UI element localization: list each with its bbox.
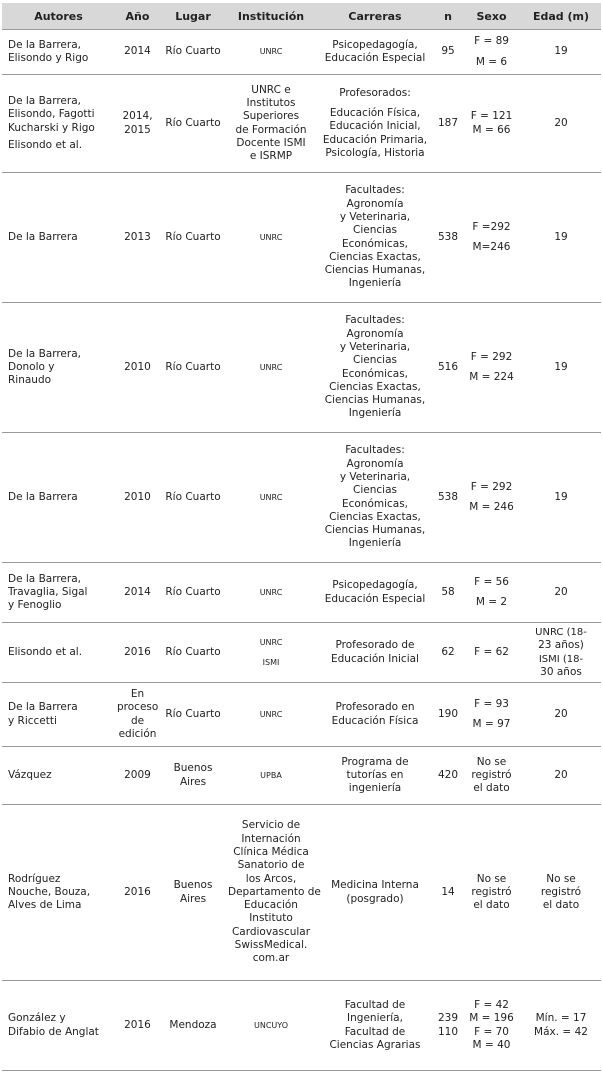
table-row xyxy=(2,75,601,173)
institucion-line: Superiores xyxy=(242,110,300,123)
cell-carreras xyxy=(316,303,434,433)
cell-autores xyxy=(2,433,115,563)
carreras-line: Profesorado en xyxy=(335,701,415,714)
cell-edad xyxy=(521,563,601,623)
cell-edad xyxy=(521,683,601,747)
cell-edad xyxy=(521,173,601,303)
anio-line: 2014 xyxy=(124,45,151,58)
autores-line: Donolo y xyxy=(8,360,55,373)
n-line: 516 xyxy=(437,360,459,373)
edad-line: Mín. = 17 xyxy=(535,1012,587,1025)
autores-line: De la Barrera xyxy=(8,490,78,503)
lugar-line: Río Cuarto xyxy=(165,116,221,129)
carreras-line: Ciencias xyxy=(353,224,397,237)
lugar-line: Aires xyxy=(179,892,207,905)
n-line: 14 xyxy=(441,885,455,898)
anio-line: edición xyxy=(118,727,157,740)
autores-line: González y xyxy=(8,1012,66,1025)
cell-lugar xyxy=(160,563,226,623)
lugar-line: Río Cuarto xyxy=(165,230,221,243)
cell-anio xyxy=(115,981,160,1071)
institucion-line: Instituto xyxy=(249,912,293,925)
cell-autores xyxy=(2,981,115,1071)
cell-anio xyxy=(115,747,160,805)
sexo-line: F = 121 xyxy=(470,110,513,123)
carreras-line: Agronomía xyxy=(346,457,404,470)
cell-carreras xyxy=(316,805,434,981)
autores-line: De la Barrera, xyxy=(8,572,81,585)
cell-carreras xyxy=(316,75,434,173)
edad-line: 19 xyxy=(554,230,568,243)
anio-line: 2010 xyxy=(124,490,151,503)
cell-carreras xyxy=(316,623,434,683)
anio-line: de xyxy=(130,714,145,727)
carreras-line: Educación Especial xyxy=(324,52,426,64)
header-row xyxy=(2,3,601,30)
header-lugar: Lugar xyxy=(160,3,226,30)
cell-sexo xyxy=(462,683,521,747)
cell-institucion xyxy=(226,747,316,805)
cell-edad xyxy=(521,75,601,173)
autores-line: Elisondo, Fagotti xyxy=(8,108,95,121)
edad-line: Máx. = 42 xyxy=(534,1025,588,1038)
cell-sexo xyxy=(462,805,521,981)
cell-edad xyxy=(521,623,601,683)
table-row xyxy=(2,805,601,981)
sexo-line: el dato xyxy=(473,782,510,795)
autores-line: Difabio de Anglat xyxy=(8,1025,99,1038)
sexo-line: M = 97 xyxy=(472,718,511,730)
n-line: 239 xyxy=(437,1012,459,1025)
cell-n xyxy=(434,981,462,1071)
cell-anio xyxy=(115,805,160,981)
autores-line: Travaglia, Sigal xyxy=(8,585,88,598)
edad-line: 20 xyxy=(554,585,568,598)
carreras-line: Ciencias Humanas, xyxy=(324,394,426,407)
studies-table xyxy=(2,3,601,1071)
carreras-line: Agronomía xyxy=(346,327,404,340)
cell-n xyxy=(434,75,462,173)
institucion-line: Docente ISMI xyxy=(236,136,306,149)
anio-line: proceso xyxy=(117,701,159,714)
carreras-line: Facultades: xyxy=(345,314,405,327)
cell-sexo xyxy=(462,981,521,1071)
sexo-line: F = 292 xyxy=(470,350,513,363)
sexo-line: M = 224 xyxy=(469,371,514,383)
cell-n xyxy=(434,563,462,623)
carreras-line: Educación Especial xyxy=(324,592,426,605)
autores-line: De la Barrera xyxy=(8,230,78,243)
carreras-line: Agronomía xyxy=(346,197,404,210)
cell-carreras xyxy=(316,563,434,623)
anio-line: 2010 xyxy=(124,360,151,373)
sexo-line: F = 62 xyxy=(474,645,509,658)
sexo-line: F = 89 xyxy=(474,35,509,48)
institucion-line: UNCUYO xyxy=(253,1020,289,1030)
sexo-line: No se xyxy=(476,755,507,768)
carreras-line: (posgrado) xyxy=(346,892,404,905)
carreras-line: Educación Física, xyxy=(329,107,421,120)
sexo-line: M = 6 xyxy=(475,55,508,68)
autores-line: Vázquez xyxy=(8,768,52,781)
table-row xyxy=(2,747,601,805)
cell-sexo xyxy=(462,623,521,683)
table-row xyxy=(2,30,601,75)
carreras-line: Facultades: xyxy=(345,444,405,457)
cell-edad xyxy=(521,303,601,433)
cell-n xyxy=(434,683,462,747)
cell-anio xyxy=(115,433,160,563)
institucion-line: Cardiovascular xyxy=(231,925,311,938)
institucion-line: de Formación xyxy=(235,123,307,136)
carreras-line: Ingeniería xyxy=(348,407,402,420)
anio-line: 2016 xyxy=(124,645,151,658)
lugar-line: Buenos xyxy=(173,879,213,892)
carreras-line: Medicina Interna xyxy=(331,879,419,892)
institucion-line: Internación xyxy=(241,832,301,845)
cell-carreras xyxy=(316,173,434,303)
carreras-line: Educación Física xyxy=(331,714,419,727)
cell-edad xyxy=(521,30,601,75)
institucion-line: Sanatorio de xyxy=(237,859,305,872)
institucion-line: com.ar xyxy=(252,952,290,965)
cell-sexo xyxy=(462,433,521,563)
cell-anio xyxy=(115,563,160,623)
cell-edad xyxy=(521,805,601,981)
autores-line: Rinaudo xyxy=(8,374,52,387)
edad-line: el dato xyxy=(542,899,580,912)
n-line: 538 xyxy=(437,490,459,503)
autores-line: Elisondo y Rigo xyxy=(8,52,89,64)
cell-n xyxy=(434,303,462,433)
autores-line: Alves de Lima xyxy=(8,899,82,912)
carreras-line: ingeniería xyxy=(348,782,402,795)
carreras-line: tutorías en xyxy=(346,768,404,781)
cell-lugar xyxy=(160,683,226,747)
cell-n xyxy=(434,173,462,303)
cell-sexo xyxy=(462,30,521,75)
cell-carreras xyxy=(316,30,434,75)
cell-n xyxy=(434,30,462,75)
table-body xyxy=(2,30,601,1071)
autores-line: De la Barrera, xyxy=(8,38,81,51)
cell-institucion xyxy=(226,75,316,173)
table-row xyxy=(2,981,601,1071)
institucion-line: UNRC xyxy=(259,709,283,719)
edad-line: 20 xyxy=(554,768,568,781)
anio-line: 2015 xyxy=(124,123,151,136)
sexo-line: M = 196 xyxy=(469,1012,514,1025)
carreras-line: Económicas, xyxy=(341,367,409,380)
cell-n xyxy=(434,805,462,981)
table-row xyxy=(2,563,601,623)
cell-autores xyxy=(2,623,115,683)
autores-line: Rodríguez xyxy=(8,872,61,885)
autores-line: Elisondo et al. xyxy=(8,645,83,658)
carreras-line: Facultades: xyxy=(345,184,405,197)
header-anio: Año xyxy=(115,3,160,30)
carreras-line: y Veterinaria, xyxy=(339,340,411,353)
sexo-line: F = 93 xyxy=(474,697,509,710)
cell-autores xyxy=(2,303,115,433)
cell-n xyxy=(434,433,462,563)
cell-anio xyxy=(115,623,160,683)
carreras-line: Programa de xyxy=(341,755,409,768)
sexo-line: registró xyxy=(471,885,512,898)
cell-edad xyxy=(521,981,601,1071)
autores-line: De la Barrera, xyxy=(8,347,81,360)
cell-anio xyxy=(115,303,160,433)
table-row xyxy=(2,303,601,433)
n-line: 58 xyxy=(441,585,455,598)
carreras-line: Ingeniería xyxy=(348,277,402,290)
edad-line: 19 xyxy=(554,490,568,503)
sexo-line: el dato xyxy=(473,899,510,912)
edad-line: 19 xyxy=(554,360,568,373)
carreras-line: Facultad de xyxy=(344,998,406,1011)
n-line: 187 xyxy=(437,116,459,129)
edad-line: 30 años xyxy=(540,665,582,678)
carreras-line: y Veterinaria, xyxy=(339,470,411,483)
cell-carreras xyxy=(316,747,434,805)
institucion-line: Educación xyxy=(244,899,298,912)
lugar-line: Río Cuarto xyxy=(165,45,221,58)
cell-carreras xyxy=(316,981,434,1071)
cell-lugar xyxy=(160,173,226,303)
sexo-line: M=246 xyxy=(472,241,511,253)
table-row xyxy=(2,683,601,747)
cell-institucion xyxy=(226,433,316,563)
table-row xyxy=(2,433,601,563)
carreras-line: Ciencias xyxy=(353,354,397,367)
sexo-line: registró xyxy=(471,768,512,781)
cell-edad xyxy=(521,433,601,563)
institucion-line: UNRC xyxy=(259,587,283,597)
edad-line: 23 años) xyxy=(538,639,584,652)
cell-anio xyxy=(115,173,160,303)
carreras-line: Ciencias Exactas, xyxy=(329,250,421,263)
edad-line: ISMI (18- xyxy=(538,653,584,665)
autores-line: Nouche, Bouza, xyxy=(8,885,91,898)
cell-autores xyxy=(2,683,115,747)
cell-sexo xyxy=(462,173,521,303)
autores-line: De la Barrera, xyxy=(8,94,81,107)
cell-autores xyxy=(2,173,115,303)
carreras-line: Económicas, xyxy=(341,497,409,510)
autores-line: y Riccetti xyxy=(8,714,57,727)
lugar-line: Mendoza xyxy=(169,1018,217,1031)
cell-lugar xyxy=(160,805,226,981)
cell-lugar xyxy=(160,303,226,433)
cell-autores xyxy=(2,75,115,173)
cell-sexo xyxy=(462,75,521,173)
anio-line: 2014, xyxy=(122,110,153,123)
n-line: 110 xyxy=(437,1025,459,1038)
anio-line: 2014 xyxy=(124,585,151,598)
sexo-line: M = 40 xyxy=(472,1038,511,1051)
edad-line: 19 xyxy=(554,45,568,58)
sexo-line: F = 292 xyxy=(470,480,513,493)
cell-institucion xyxy=(226,173,316,303)
lugar-line: Aires xyxy=(179,775,207,788)
carreras-line: Profesorado de xyxy=(335,639,415,652)
cell-edad xyxy=(521,747,601,805)
cell-institucion xyxy=(226,623,316,683)
sexo-line: F =292 xyxy=(472,220,511,233)
sexo-line: No se xyxy=(476,872,507,885)
lugar-line: Río Cuarto xyxy=(165,585,221,598)
cell-autores xyxy=(2,30,115,75)
cell-institucion xyxy=(226,683,316,747)
header-carreras: Carreras xyxy=(316,3,434,30)
header-edad: Edad (m) xyxy=(521,3,601,30)
table-row xyxy=(2,623,601,683)
sexo-line: F = 42 xyxy=(474,998,509,1011)
cell-n xyxy=(434,747,462,805)
edad-line: 20 xyxy=(554,116,568,129)
cell-lugar xyxy=(160,75,226,173)
lugar-line: Río Cuarto xyxy=(165,360,221,373)
carreras-line: Económicas, xyxy=(341,237,409,250)
anio-line: 2013 xyxy=(124,230,151,243)
edad-line: 20 xyxy=(554,707,568,720)
autores-line: Elisondo et al. xyxy=(8,138,83,151)
carreras-line: Educación Inicial xyxy=(331,652,419,665)
institucion-line: Institutos xyxy=(246,96,296,109)
institucion-line: Departamento de xyxy=(228,885,321,898)
cell-sexo xyxy=(462,563,521,623)
institucion-line: Servicio de xyxy=(241,819,301,832)
sexo-line: M = 66 xyxy=(472,123,511,136)
carreras-line: Profesorados: xyxy=(339,86,411,99)
carreras-line: Ciencias xyxy=(353,484,397,497)
carreras-line: Ingeniería, xyxy=(347,1012,403,1025)
carreras-line: Facultad de xyxy=(344,1025,406,1038)
cell-sexo xyxy=(462,747,521,805)
anio-line: 2009 xyxy=(124,768,151,781)
n-line: 420 xyxy=(437,768,459,781)
header-autores: Autores xyxy=(2,3,115,30)
institucion-line: UNRC e xyxy=(251,83,291,96)
autores-line: De la Barrera xyxy=(8,701,78,714)
cell-lugar xyxy=(160,747,226,805)
anio-line: 2016 xyxy=(124,1018,151,1031)
edad-line: No se xyxy=(546,872,576,885)
institucion-line: ISMI xyxy=(262,658,280,667)
sexo-line: M = 2 xyxy=(475,596,508,608)
cell-lugar xyxy=(160,433,226,563)
cell-institucion xyxy=(226,805,321,981)
carreras-line: Educación Primaria, xyxy=(322,133,428,146)
autores-line: Kucharski y Rigo xyxy=(8,121,95,134)
institucion-line: UNRC xyxy=(259,362,283,372)
carreras-line: Psicología, Historia xyxy=(325,146,425,159)
n-line: 62 xyxy=(441,645,455,658)
institucion-line: SwissMedical. xyxy=(234,939,308,952)
cell-anio xyxy=(115,683,160,747)
carreras-line: y Veterinaria, xyxy=(339,210,411,223)
carreras-line: Educación Inicial, xyxy=(329,120,421,133)
cell-lugar xyxy=(160,30,226,75)
cell-autores xyxy=(2,563,115,623)
edad-line: UNRC (18- xyxy=(535,626,587,638)
n-line: 95 xyxy=(441,45,455,58)
carreras-line: Ciencias Humanas, xyxy=(324,264,426,277)
header-institucion: Institución xyxy=(226,3,316,30)
cell-institucion xyxy=(226,30,316,75)
n-line: 190 xyxy=(437,707,459,720)
cell-institucion xyxy=(226,303,316,433)
lugar-line: Río Cuarto xyxy=(165,490,221,503)
carreras-line: Psicopedagogía, xyxy=(332,579,418,592)
cell-anio xyxy=(115,30,160,75)
cell-lugar xyxy=(160,981,226,1071)
cell-sexo xyxy=(462,303,521,433)
institucion-line: los Arcos, xyxy=(245,872,297,885)
cell-lugar xyxy=(160,623,226,683)
institucion-line: UPBA xyxy=(260,770,282,780)
header-n: n xyxy=(434,3,462,30)
institucion-line: Clínica Médica xyxy=(233,845,309,858)
sexo-line: F = 70 xyxy=(474,1025,509,1038)
sexo-line: F = 56 xyxy=(474,575,509,588)
header-sexo: Sexo xyxy=(462,3,521,30)
institucion-line: UNRC xyxy=(259,232,283,242)
cell-institucion xyxy=(226,981,316,1071)
carreras-line: Ciencias Exactas, xyxy=(329,380,421,393)
carreras-line: Ciencias Agrarias xyxy=(329,1038,421,1051)
table-row xyxy=(2,173,601,303)
edad-line: registró xyxy=(540,885,582,898)
anio-line: En xyxy=(130,687,145,700)
institucion-line: UNRC xyxy=(259,47,283,57)
carreras-line: Psicopedagogía, xyxy=(332,38,418,51)
institucion-line: UNRC xyxy=(259,637,283,647)
autores-line: y Fenoglio xyxy=(8,599,62,612)
cell-autores xyxy=(2,747,115,805)
n-line: 538 xyxy=(437,230,459,243)
lugar-line: Río Cuarto xyxy=(165,707,221,720)
cell-anio xyxy=(115,75,160,173)
cell-n xyxy=(434,623,462,683)
sexo-line: M = 246 xyxy=(469,501,514,513)
institucion-line: e ISRMP xyxy=(249,150,293,163)
institucion-line: UNRC xyxy=(259,492,283,502)
carreras-line: Ingeniería xyxy=(348,537,402,550)
anio-line: 2016 xyxy=(124,885,151,898)
cell-carreras xyxy=(316,683,434,747)
cell-carreras xyxy=(316,433,434,563)
cell-institucion xyxy=(226,563,316,623)
carreras-line: Ciencias Exactas, xyxy=(329,510,421,523)
lugar-line: Buenos xyxy=(173,762,213,775)
cell-autores xyxy=(2,805,115,981)
carreras-line: Ciencias Humanas, xyxy=(324,524,426,537)
lugar-line: Río Cuarto xyxy=(165,645,221,658)
